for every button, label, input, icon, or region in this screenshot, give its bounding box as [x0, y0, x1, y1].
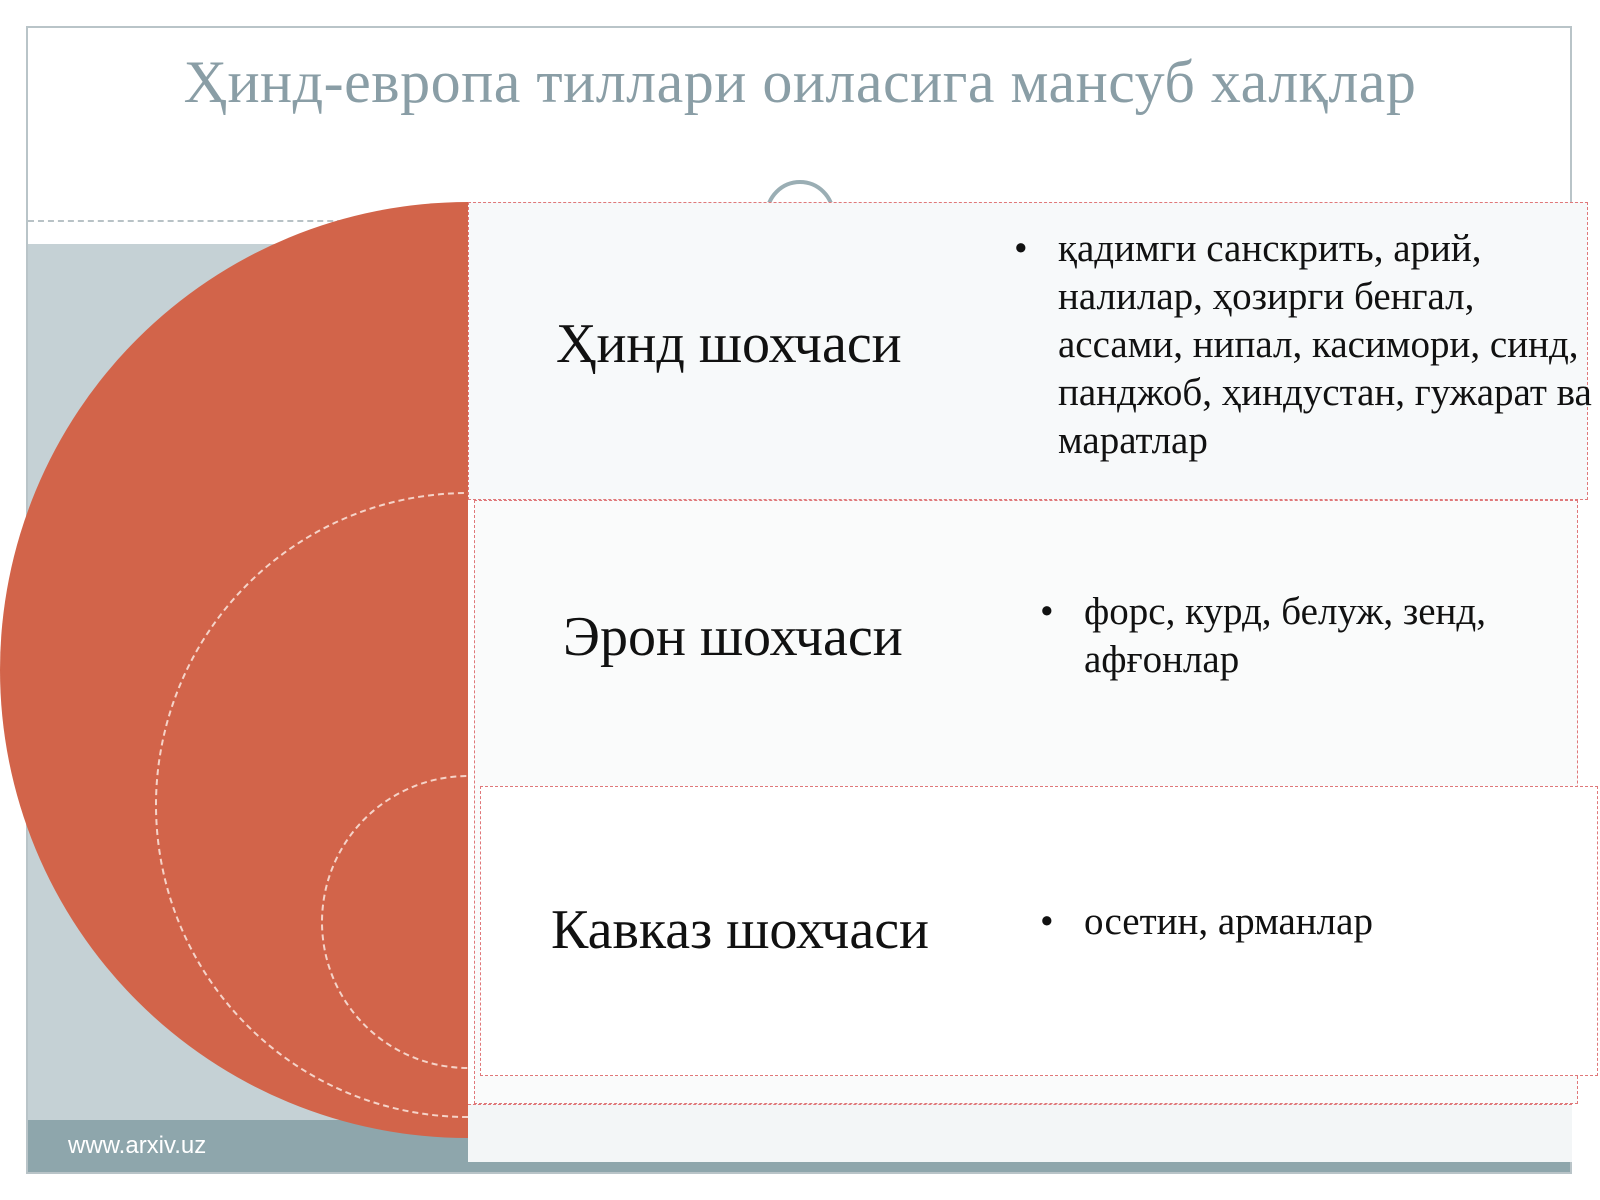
list-item: • форс, курд, белуж, зенд, афғонлар — [1040, 588, 1570, 684]
branch-title-kavkaz: Кавказ шохчаси — [551, 899, 930, 961]
slide-title: Ҳинд-европа тиллари оиласига мансуб халқлар — [183, 49, 1417, 115]
branch-list-hind — [1014, 225, 1596, 465]
panel-bottom-strip — [468, 1104, 1572, 1162]
branch-title-hind: Ҳинд шохчаси — [556, 313, 902, 375]
list-item: • осетин, арманлар — [1040, 898, 1570, 946]
list-item: • қадимги санскрить, арий, налилар, ҳозирги бенгал, ассами, нипал, касимори, синд, панджоб, ҳиндустан, гужарат ва маратлар — [1014, 225, 1596, 465]
branch-title-eron: Эрон шохчаси — [563, 606, 903, 668]
footer-url: www.arxiv.uz — [68, 1132, 207, 1159]
branch-list-kavkaz — [1040, 898, 1570, 946]
branch-list-eron — [1040, 588, 1570, 684]
